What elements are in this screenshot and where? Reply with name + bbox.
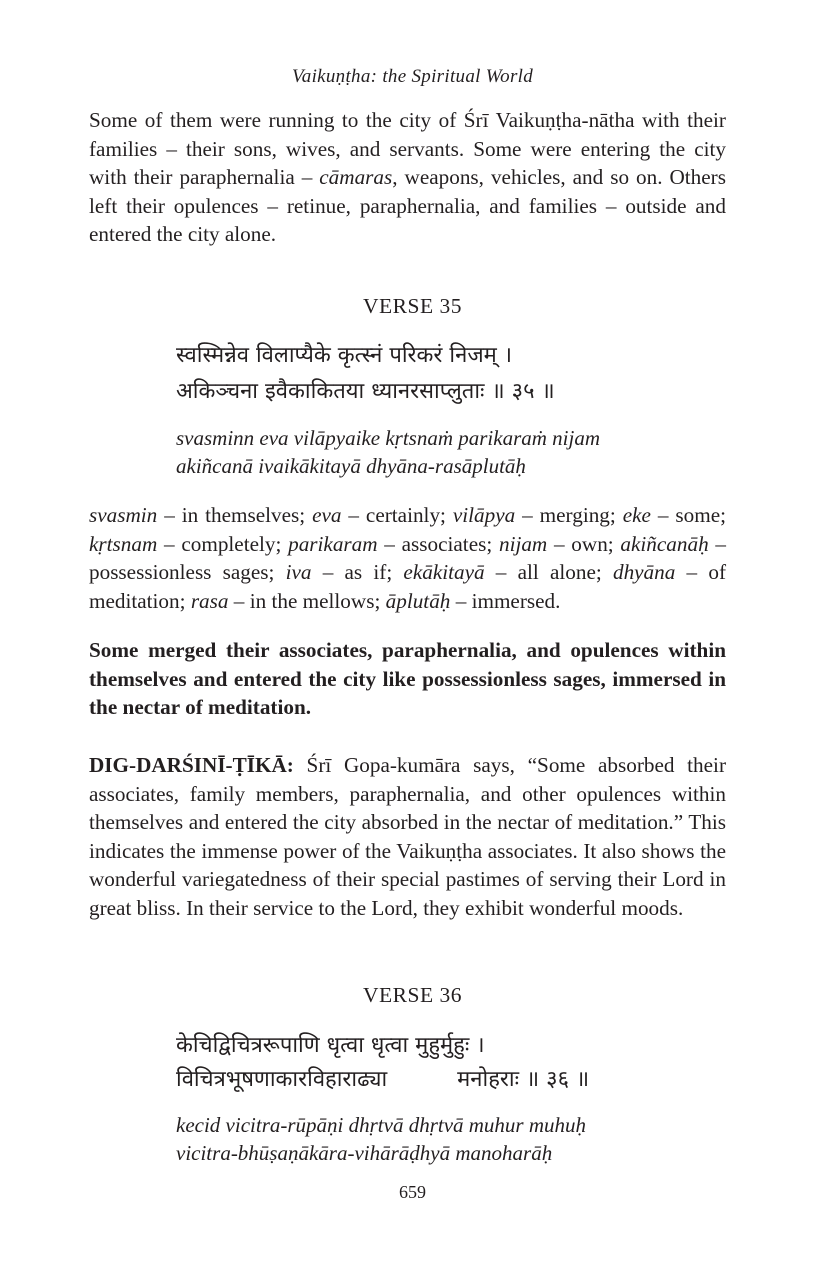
intro-paragraph: [89, 106, 726, 249]
verse-36-title: VERSE 36: [363, 983, 462, 1007]
synonym-word: nijam: [498, 531, 548, 556]
synonym-word: eke: [622, 503, 651, 527]
synonym-meaning: – as if;: [311, 560, 404, 584]
synonym-word: kṛtsnam: [89, 531, 158, 556]
verse-35-synonyms: [89, 501, 726, 615]
verse-35-sanskrit-line-1: स्वस्मिन्नेव विलाप्यैके कृत्स्नं परिकरं निजम् ।: [176, 343, 513, 368]
verse-35-title: VERSE 35: [363, 294, 462, 318]
synonym-meaning: – possessionless sages;: [89, 531, 726, 584]
synonym-meaning: – own;: [547, 531, 621, 556]
synonym-word: dhyāna: [612, 560, 676, 584]
synonym-word: ekākitayā: [403, 560, 485, 584]
synonym-word: akiñcanāḥ: [620, 531, 709, 556]
synonym-word: eva: [312, 503, 342, 527]
verse-35-translation: Some merged their associates, paraphernalia, and opulences within themselves and entered the city like possessionless sages, immersed in the nectar of meditation.: [89, 638, 726, 719]
synonym-word: svasmin: [89, 503, 158, 527]
synonym-meaning: – some;: [650, 503, 726, 527]
verse-35-translit-line-2: akiñcanā ivaikākitayā dhyāna-rasāplutāḥ: [176, 454, 526, 478]
intro-text-a: Some of them were running to the city of Śrī Vaikuṇṭha-nātha with their families – their sons, wives, and servants. Some were entering the city with their paraphernalia –: [89, 108, 726, 189]
running-head: Vaikuṇṭha: the Spiritual World: [291, 66, 534, 87]
intro-text-c: , weapons, vehicles, and so on. Others left their opulences – retinue, paraphernalia, and families – outside and entered the city alone.: [89, 165, 726, 246]
synonym-meaning: – merging;: [515, 503, 623, 527]
synonym-meaning: – in the mellows;: [228, 588, 386, 613]
synonym-meaning: – certainly;: [341, 503, 453, 527]
verse-35-commentary: [89, 751, 726, 922]
synonym-meaning: – immersed.: [450, 588, 561, 613]
verse-35-translit-line-1: svasminn eva vilāpyaike kṛtsnaṁ parikaraṁ nijam: [176, 426, 601, 450]
synonym-word: vilāpya: [452, 503, 516, 527]
page-number: 659: [399, 1182, 426, 1202]
synonym-meaning: – associates;: [377, 531, 499, 556]
verse-36-sanskrit-line-1: केचिद्विचित्ररूपाणि धृत्वा धृत्वा मुहुर्मुहुः ।: [176, 1033, 485, 1058]
commentary-label: DIG-DARŚINĪ-ṬĪKĀ:: [89, 753, 294, 777]
synonym-word: rasa: [190, 588, 229, 613]
synonym-meaning: – all alone;: [484, 560, 613, 584]
synonym-word: āplutāḥ: [385, 588, 451, 613]
verse-36-translit-line-2: vicitra-bhūṣaṇākāra-vihārāḍhyā manoharāḥ: [176, 1141, 553, 1165]
commentary-text: Śrī Gopa-kumāra says, “Some absorbed their associates, family members, paraphernalia, and other opulences within themselves and entered the city absorbed in the nectar of meditation.” This indicates the immense power of the Vaikuṇṭha associates. It also shows the wonderful variegatedness of their special pastimes of serving their Lord in great bliss. In their service to the Lord, they exhibit wonderful moods.: [89, 753, 726, 920]
verse-35-sanskrit-line-2: अकिञ्चना इवैकाकितया ध्यानरसाप्लुताः ॥ ३५ ॥: [176, 379, 555, 404]
synonym-meaning: – of meditation;: [89, 560, 726, 613]
synonym-meaning: – completely;: [157, 531, 289, 556]
synonym-meaning: – in themselves;: [157, 503, 313, 527]
synonym-word: parikaram: [288, 531, 378, 556]
verse-36-sanskrit-line-2: विचित्रभूषणाकारविहाराढ्या मनोहराः ॥ ३६ ॥: [176, 1067, 590, 1092]
synonym-word: iva: [285, 560, 312, 584]
intro-text-italic: cāmaras: [319, 165, 393, 189]
verse-36-translit-line-1: kecid vicitra-rūpāṇi dhṛtvā dhṛtvā muhur muhuḥ: [176, 1113, 587, 1137]
